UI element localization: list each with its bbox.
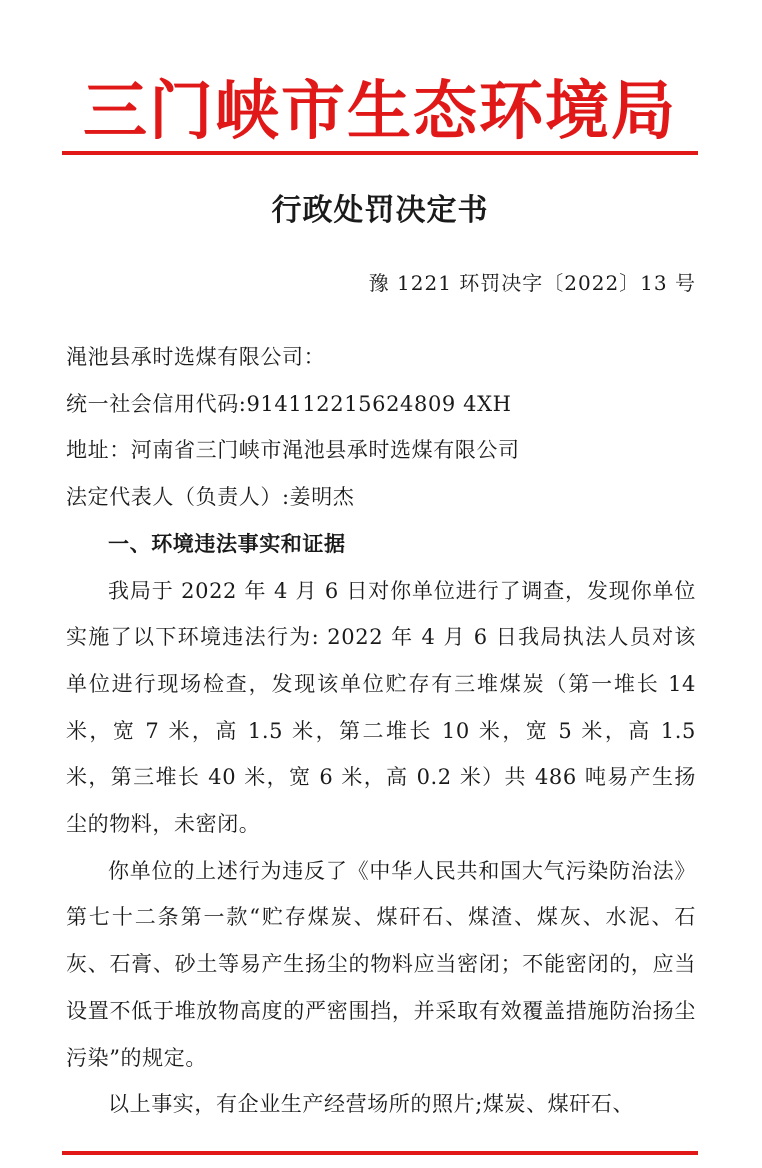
recipient-company: 渑池县承时选煤有限公司：: [66, 345, 326, 369]
document-title: 行政处罚决定书: [271, 193, 489, 228]
recipient-address: 地址：河南省三门峡市渑池县承时选煤有限公司: [66, 438, 520, 463]
issuing-authority-title: 三门峡市生态环境局: [83, 74, 677, 149]
body-paragraph: 以上事实，有企业生产经营场所的照片;煤炭、煤矸石、: [108, 1092, 635, 1117]
recipient-credit-code: 统一社会信用代码:914112215624809 4XH: [66, 391, 512, 416]
recipient-legal-representative: 法定代表人（负责人）:姜明杰: [66, 485, 355, 510]
section-heading: 一、环境违法事实和证据: [108, 531, 346, 556]
document-body: [66, 334, 696, 1128]
document-number: 豫 1221 环罚决字〔2022〕13 号: [368, 271, 696, 295]
header-red-rule: [62, 151, 698, 155]
body-paragraph: 你单位的上述行为违反了《中华人民共和国大气污染防治法》第七十二条第一款“贮存煤炭、煤矸石、煤渣、煤灰、水泥、石灰、石膏、砂土等易产生扬尘的物料应当密闭；不能密闭的，应当设置不低于堆放物高度的严密围挡，并采取有效覆盖措施防治扬尘污染”的规定。: [66, 858, 696, 1070]
footer-red-rule: [62, 1151, 698, 1155]
body-paragraph: 我局于 2022 年 4 月 6 日对你单位进行了调查，发现你单位实施了以下环境违法行为: 2022 年 4 月 6 日我局执法人员对该单位进行现场检查，发现该单位贮存有三堆煤炭（第一堆长 14 米，宽 7 米，高 1.5 米，第二堆长 10 米，宽 5 米，高 1.5 米，第三堆长 40 米，宽 6 米，高 0.2 米）共 486 吨易产生扬尘的物料，未密闭。: [66, 578, 696, 837]
